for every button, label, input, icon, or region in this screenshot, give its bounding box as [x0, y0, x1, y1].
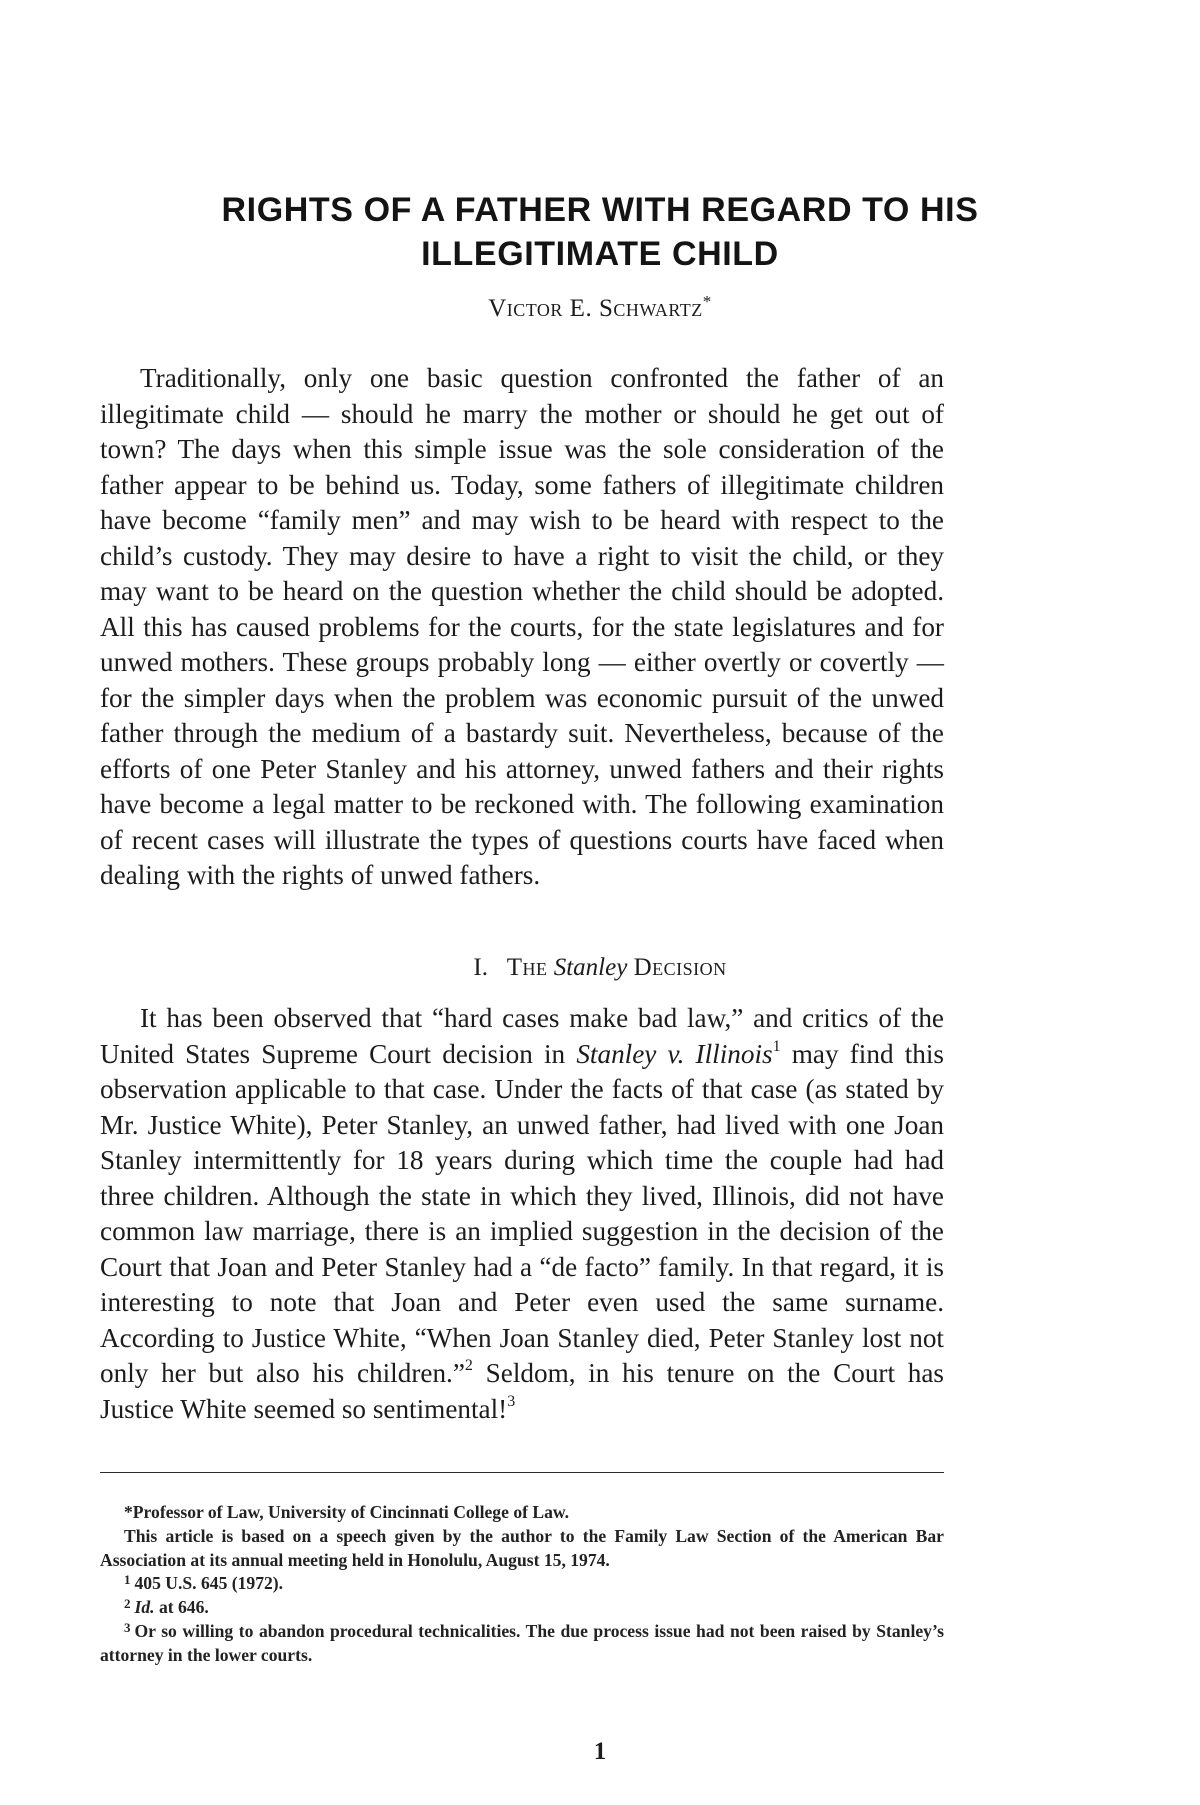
- paragraph-stanley-part-2: may find this observation applicable to that case. Under the facts of that case (as stated by Mr. Justice White), Peter Stanley, an unwed father, had lived with one Joan Stanley intermittently for 18 years during which time the couple had had three children. Although the state in which they lived, Illinois, did not have common law marriage, there is an implied suggestion in the decision of the Court that Joan and Peter Stanley had a “de facto” family. In that regard, it is interesting to note that Joan and Peter even used the same surname. According to Justice White, “When Joan Stanley died, Peter Stanley lost not only her but also his children.”: [100, 1038, 945, 1388]
- paragraph-stanley-part-1: It has been observed that “hard cases make bad law,” and critics of the United States Supreme Court decision in: [100, 1003, 944, 1069]
- footnote-article: This article is based on a speech given by the author to the Family Law Section of the American Bar Association at its annual meeting held in Honolulu, August 15, 1974.: [100, 1525, 944, 1570]
- footnote-author: *Professor of Law, University of Cincinnati College of Law.: [124, 1502, 570, 1522]
- section-title-post: Decision: [633, 954, 727, 981]
- stanley-section: [100, 1001, 944, 1427]
- case-name: Stanley v. Illinois: [576, 1038, 773, 1069]
- footnote-2-mark: 2: [124, 1596, 131, 1612]
- footnote-3: [100, 1620, 944, 1668]
- section-number: I.: [473, 954, 488, 981]
- footnote-divider: [100, 1472, 944, 1473]
- section-title-italic: Stanley: [553, 954, 628, 981]
- footnote-1: [100, 1572, 944, 1596]
- footnote-ref-1[interactable]: 1: [772, 1037, 781, 1055]
- section-heading: [60, 952, 1140, 984]
- paragraph-stanley: [100, 1001, 944, 1427]
- intro-section: [100, 361, 944, 894]
- footnotes: [100, 1501, 944, 1668]
- title-line-1: RIGHTS OF A FATHER WITH REGARD TO HIS: [221, 191, 979, 229]
- footnote-1-mark: 1: [124, 1572, 131, 1588]
- footnote-3-mark: 3: [124, 1619, 131, 1635]
- paragraph-stanley-part-3: Seldom, in his tenure on the Court has Justice White seemed so sentimental!: [100, 1358, 944, 1424]
- author-byline: [60, 294, 1140, 324]
- footnote-ref-2[interactable]: 2: [464, 1357, 473, 1374]
- footnote-ref-3[interactable]: 3: [507, 1392, 516, 1410]
- footnote-2: [100, 1596, 944, 1620]
- page-number: 1: [593, 1738, 607, 1765]
- section-title-pre: The: [506, 954, 548, 981]
- footnote-1-text: 405 U.S. 645 (1972).: [134, 1573, 284, 1594]
- footnote-3-text: Or so willing to abandon procedural technicalities. The due process issue had not been raised by Stanley’s attorney in the lower courts.: [100, 1620, 944, 1665]
- footnote-2-text: at 646.: [154, 1597, 209, 1618]
- footnote-2-id: Id.: [134, 1597, 155, 1618]
- article-title: [60, 188, 1140, 276]
- author-footnote-marker: *: [702, 292, 712, 311]
- title-line-2: ILLEGITIMATE CHILD: [421, 235, 779, 273]
- author-name: Victor E. Schwartz: [488, 295, 703, 322]
- paragraph-intro: Traditionally, only one basic question confronted the father of an illegitimate child — should he marry the mother or should he get out of town? The days when this simple issue was the sole consideration of the father appear to be behind us. Today, some fathers of illegitimate children have become “family men” and may wish to be heard with respect to the child’s custody. They may desire to have a right to visit the child, or they may want to be heard on the question whether the child should be adopted. All this has caused problems for the courts, for the state legislatures and for unwed mothers. These groups probably long — either overtly or covertly — for the simpler days when the problem was economic pursuit of the unwed father through the medium of a bastardy suit. Nevertheless, because of the efforts of one Peter Stanley and his attorney, unwed fathers and their rights have become a legal matter to be reckoned with. The following examination of recent cases will illustrate the types of questions courts have faced when dealing with the rights of unwed fathers.: [100, 363, 944, 890]
